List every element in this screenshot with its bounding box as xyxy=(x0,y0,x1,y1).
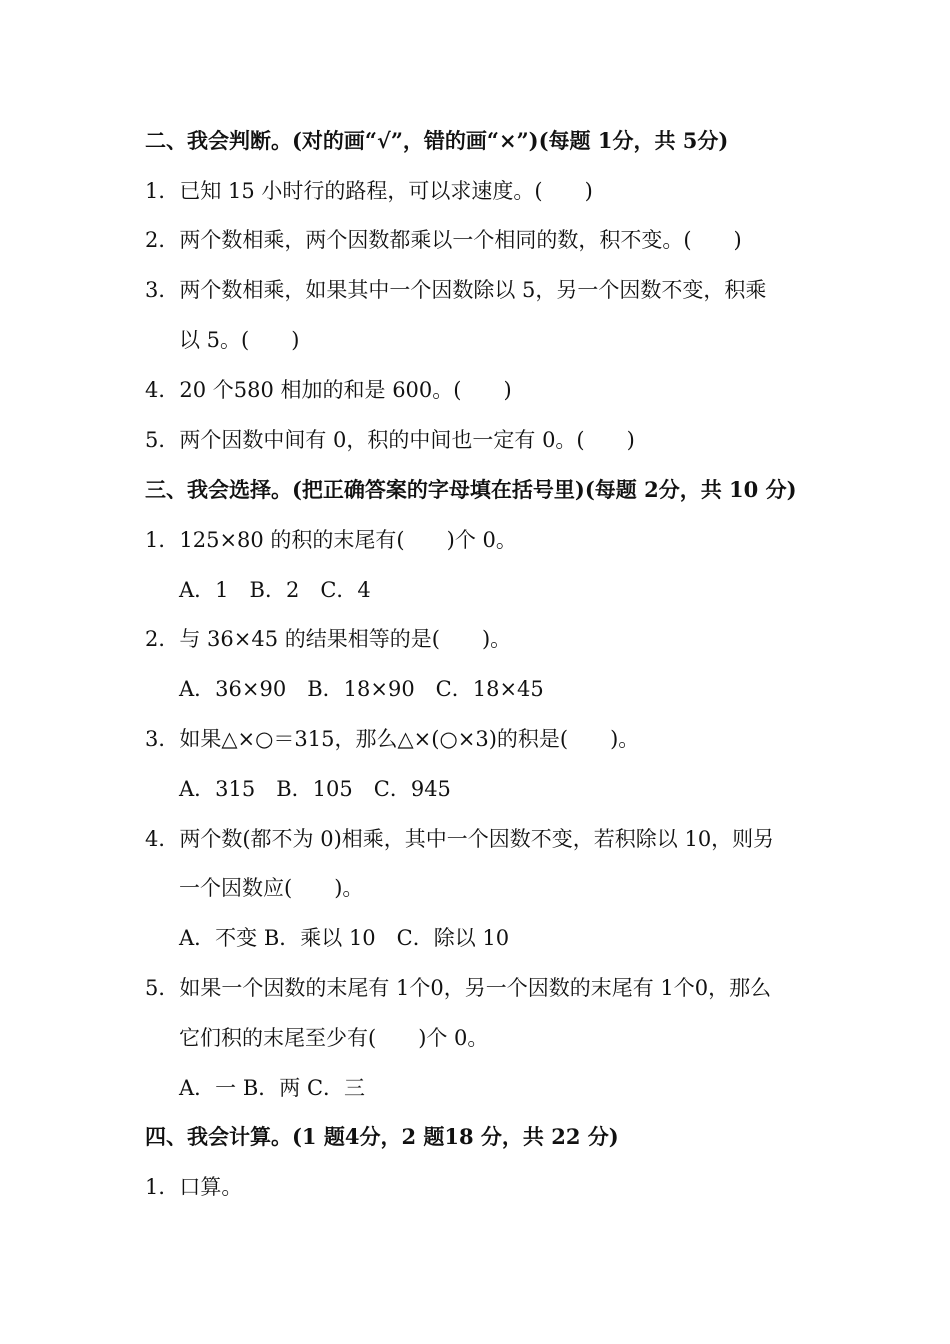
judge-question-5: 5．两个因数中间有 0，积的中间也一定有 0。( ) xyxy=(145,428,635,452)
choice-question-4-options: A．不变 B．乘以 10 C．除以 10 xyxy=(179,926,510,950)
judge-question-1: 1．已知 15 小时行的路程，可以求速度。( ) xyxy=(145,179,593,203)
choice-question-5-line-1: 5．如果一个因数的末尾有 1个0，另一个因数的末尾有 1个0，那么 xyxy=(145,976,772,1000)
judge-question-3-line-1: 3．两个数相乘，如果其中一个因数除以 5，另一个因数不变，积乘 xyxy=(145,278,767,302)
judge-question-3-line-2: 以 5。( ) xyxy=(179,328,300,352)
judge-question-4: 4．20 个580 相加的和是 600。( ) xyxy=(145,378,512,402)
choice-question-5-options: A．一 B．两 C．三 xyxy=(179,1076,366,1100)
judge-question-2: 2．两个数相乘，两个因数都乘以一个相同的数，积不变。( ) xyxy=(145,228,742,252)
section-4-heading: 四、我会计算。(1 题4分，2 题18 分，共 22 分) xyxy=(145,1124,619,1149)
choice-question-1: 1．125×80 的积的末尾有( )个 0。 xyxy=(145,528,517,552)
choice-question-4-line-1: 4．两个数(都不为 0)相乘，其中一个因数不变，若积除以 10，则另 xyxy=(145,827,775,851)
choice-question-5-line-2: 它们积的末尾至少有( )个 0。 xyxy=(179,1026,489,1050)
choice-question-2-options: A．36×90 B．18×90 C．18×45 xyxy=(179,677,544,701)
choice-question-3: 3．如果△×○＝315，那么△×(○×3)的积是( )。 xyxy=(145,727,640,751)
section-3-heading: 三、我会选择。(把正确答案的字母填在括号里)(每题 2分，共 10 分) xyxy=(145,477,797,502)
choice-question-2: 2．与 36×45 的结果相等的是( )。 xyxy=(145,627,512,651)
choice-question-3-options: A．315 B．105 C．945 xyxy=(179,777,451,801)
section-2-heading: 二、我会判断。(对的画“√”，错的画“×”)(每题 1分，共 5分) xyxy=(145,128,729,153)
choice-question-1-options: A．1 B．2 C．4 xyxy=(179,578,371,602)
choice-question-4-line-2: 一个因数应( )。 xyxy=(179,876,364,900)
calc-question-1: 1．口算。 xyxy=(145,1175,243,1199)
